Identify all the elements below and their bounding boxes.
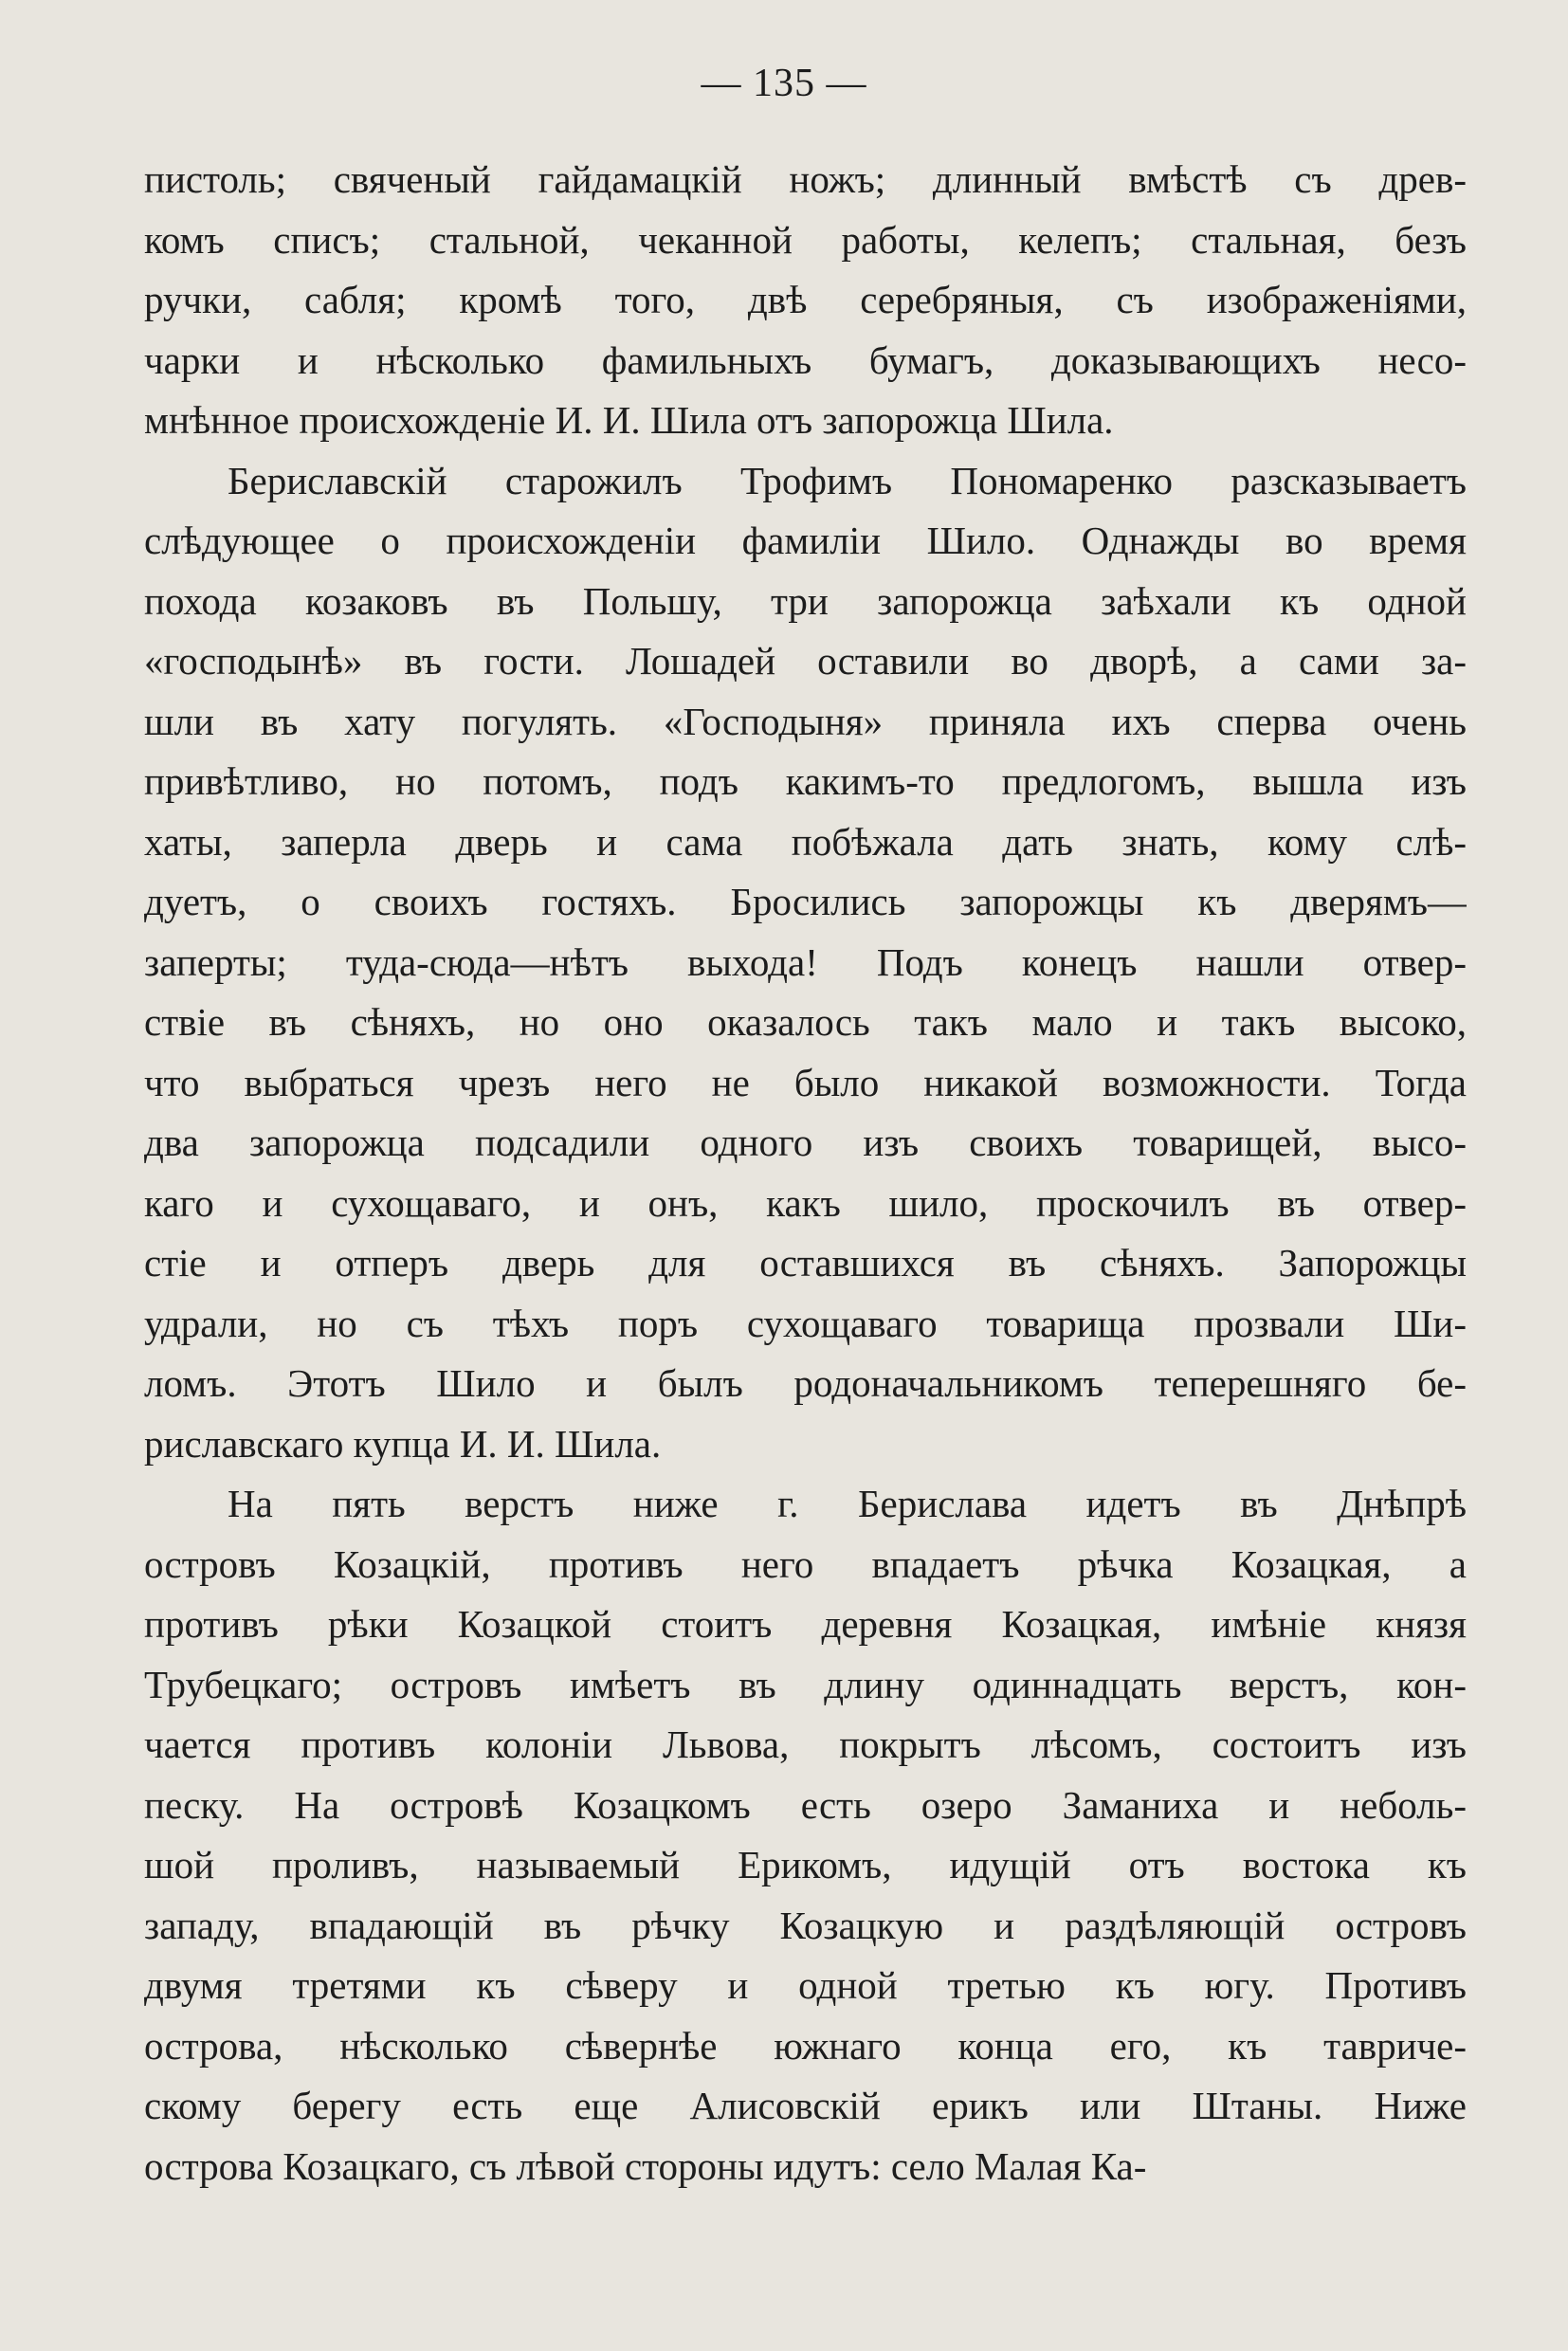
text-line: острова, нѣсколько сѣвернѣе южнаго конца его, къ тавриче- (144, 2023, 1467, 2068)
text-line: песку. На островѣ Козацкомъ есть озеро Заманиха и неболь- (144, 1782, 1467, 1827)
text-line: ствіе въ сѣняхъ, но оно оказалось такъ мало и такъ высоко, (144, 1000, 1467, 1044)
text-line: шли въ хату погулять. «Господыня» приняла ихъ сперва очень (144, 699, 1467, 743)
page-number: — 135 — (701, 62, 867, 105)
text-line: дуетъ, о своихъ гостяхъ. Бросились запорожцы къ дверямъ— (144, 880, 1467, 923)
text-line: пистоль; свяченый гайдамацкій ножъ; длинный вмѣстѣ съ древ- (144, 157, 1467, 201)
text-line: чарки и нѣсколько фамильныхъ бумагъ, доказывающихъ несо- (144, 337, 1467, 382)
text-line: удрали, но съ тѣхъ поръ сухощаваго товарища прозвали Ши- (144, 1301, 1467, 1345)
text-line: Бериславскій старожилъ Трофимъ Пономаренко разсказываетъ (228, 458, 1467, 502)
text-line: шой проливъ, называемый Ерикомъ, идущій отъ востока къ (144, 1843, 1467, 1886)
text-line: каго и сухощаваго, и онъ, какъ шило, проскочилъ въ отвер- (144, 1180, 1467, 1225)
paragraph (144, 150, 1467, 451)
text-line: ручки, сабля; кромѣ того, двѣ серебряныя, съ изображеніями, (144, 278, 1467, 321)
text-line: хаты, заперла дверь и сама побѣжала дать знать, кому слѣ- (144, 819, 1467, 864)
text-line: ломъ. Этотъ Шило и былъ родоначальникомъ теперешняго бе- (144, 1361, 1467, 1405)
text-line: комъ списъ; стальной, чеканной работы, келепъ; стальная, безъ (144, 217, 1467, 262)
text-line: западу, впадающій въ рѣчку Козацкую и раздѣляющій островъ (144, 1903, 1467, 1947)
text-line: привѣтливо, но потомъ, подъ какимъ-то предлогомъ, вышла изъ (144, 759, 1467, 803)
text-line: мнѣнное происхожденіе И. И. Шила отъ запорожца Шила. (144, 398, 1114, 442)
page-body-text (144, 150, 1467, 2196)
text-line: что выбраться чрезъ него не было никакой возможности. Тогда (144, 1060, 1467, 1104)
text-line: заперты; туда-сюда—нѣтъ выхода! Подъ конецъ нашли отвер- (144, 939, 1467, 984)
text-line: На пять верстъ ниже г. Берислава идетъ въ Днѣпрѣ (228, 1482, 1467, 1525)
text-line: островъ Козацкій, противъ него впадаетъ рѣчка Козацкая, а (144, 1541, 1467, 1586)
paragraph (144, 1474, 1467, 2196)
text-line: слѣдующее о происхожденіи фамиліи Шило. Однажды во время (144, 519, 1467, 562)
text-line: риславскаго купца И. И. Шила. (144, 1421, 662, 1466)
text-line: чается противъ колоніи Львова, покрытъ лѣсомъ, состоитъ изъ (144, 1722, 1467, 1766)
text-line: двумя третями къ сѣверу и одной третью къ югу. Противъ (144, 1963, 1467, 2007)
text-line: Трубецкаго; островъ имѣетъ въ длину одиннадцать верстъ, кон- (144, 1662, 1467, 1706)
text-line: похода козаковъ въ Польшу, три запорожца заѣхали къ одной (144, 578, 1467, 623)
text-line: «господынѣ» въ гости. Лошадей оставили во дворѣ, а сами за- (144, 639, 1467, 683)
text-line: острова Козацкаго, съ лѣвой стороны идутъ: село Малая Ка- (144, 2143, 1147, 2188)
text-line: противъ рѣки Козацкой стоитъ деревня Козацкая, имѣніе князя (144, 1602, 1467, 1646)
paragraph (144, 451, 1467, 1475)
text-line: стіе и отперъ дверь для оставшихся въ сѣняхъ. Запорожцы (144, 1241, 1467, 1285)
text-line: два запорожца подсадили одного изъ своихъ товарищей, высо- (144, 1121, 1467, 1164)
text-line: скому берегу есть еще Алисовскій ерикъ или Штаны. Ниже (144, 2084, 1467, 2127)
